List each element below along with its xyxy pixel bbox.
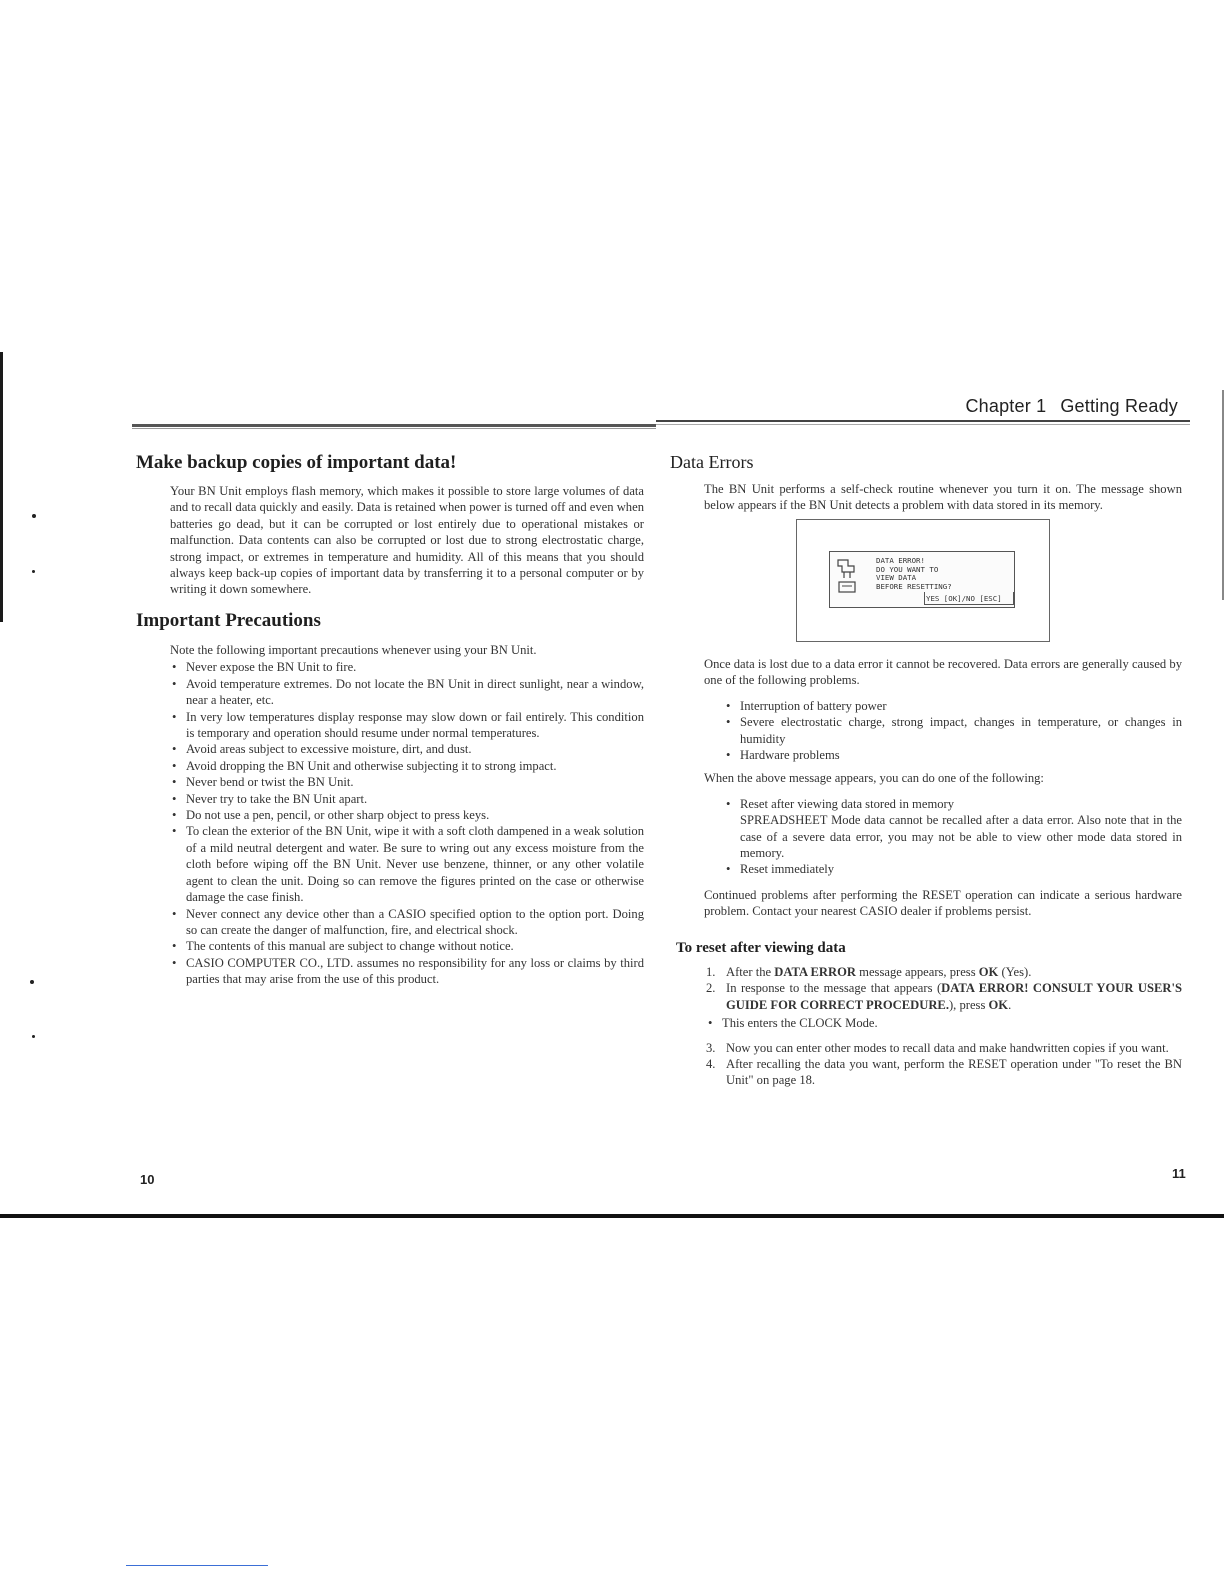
causes-list: [724, 698, 1182, 764]
backup-section: [136, 452, 644, 598]
lcd-line: DATA ERROR!: [876, 556, 925, 565]
list-item: • CASIO COMPUTER CO., LTD. assumes no responsibility for any loss or claims by third parties that may arise from the use of this product.: [170, 955, 644, 988]
header-rule-right-thin: [656, 424, 1190, 425]
list-item: • Interruption of battery power: [724, 698, 1182, 714]
reset-note: [706, 1015, 1182, 1031]
list-item: • Never expose the BN Unit to fire.: [170, 659, 644, 675]
list-item: • Severe electrostatic charge, strong impact, changes in temperature, or changes in humidity: [724, 714, 1182, 747]
reset-steps-continued: [706, 1040, 1182, 1089]
list-item: • Avoid dropping the BN Unit and otherwise subjecting it to strong impact.: [170, 758, 644, 774]
list-item: • Avoid areas subject to excessive moisture, dirt, and dust.: [170, 741, 644, 757]
list-item: [724, 796, 1182, 862]
step-number: 1.: [706, 965, 716, 979]
list-item: • Reset immediately: [724, 861, 1182, 877]
data-errors-heading: Data Errors: [670, 452, 754, 472]
reset-section: [676, 940, 1182, 1089]
data-lost-paragraph: Once data is lost due to a data error it cannot be recovered. Data errors are generally caused by one of the following problems.: [704, 657, 1182, 688]
header-rule-right: [656, 420, 1190, 422]
precautions-section: [136, 610, 644, 988]
header-rule-left: [132, 424, 656, 427]
list-item: • Never bend or twist the BN Unit.: [170, 774, 644, 790]
scan-edge-left: [0, 352, 3, 622]
binding-hole-dot: [30, 980, 34, 984]
step-item: 4. After recalling the data you want, perform the RESET operation under "To reset the BN Unit" on page 18.: [706, 1057, 1182, 1088]
backup-heading: Make backup copies of important data!: [136, 452, 457, 473]
step-number: 3.: [706, 1040, 716, 1055]
lcd-message: [876, 557, 952, 591]
list-item: • Never connect any device other than a CASIO specified option to the option port. Doing so can create the danger of malfunction, fire, and electrical shock.: [170, 906, 644, 939]
data-errors-section: [670, 452, 1182, 514]
lcd-line: DO YOU WANT TO: [876, 564, 939, 574]
ok-key: OK: [988, 997, 1009, 1012]
reset-steps: [706, 964, 1182, 1013]
lcd-yes-no: YES [OK]/NO [ESC]: [926, 594, 1002, 603]
page-number-left: 10: [140, 1172, 155, 1187]
ok-key: OK: [978, 965, 999, 979]
binding-hole-dot: [32, 570, 35, 573]
binding-hole-dot: [32, 514, 36, 518]
section-label: Getting Ready: [1060, 396, 1178, 416]
consult-message: DATA ERROR! CONSULT YOUR USER'S GUIDE FOR CORRECT PROCEDURE.: [726, 981, 1182, 1012]
step-item: 2. In response to the message that appears (DATA ERROR! CONSULT YOUR USER'S GUIDE FOR CORRECT PROCEDURE.), press OK.: [706, 981, 1182, 1012]
step-item: 1. After the DATA ERROR message appears, press OK (Yes).: [706, 965, 1032, 979]
step-item: 3. Now you can enter other modes to recall data and make handwritten copies if you want.: [706, 1040, 1169, 1055]
page-bottom-rule: [0, 1214, 1224, 1218]
data-errors-body: [704, 656, 1182, 920]
backup-body: Your BN Unit employs flash memory, which makes it possible to store large volumes of data and to recall data quickly and easily. Data is retained when power is turned off and even when batteries go dead, but it can be corrupted or lost entirely due to operational mistakes or malfunction. Data contents can also be corrupted or lost due to strong electrostatic charge, strong impact, or extremes in temperature and humidity. All of this means that you should always keep back-up copies of important data by transferring it to a personal computer or by writing it down somewhere.: [170, 484, 644, 597]
running-header: [965, 396, 1178, 417]
list-item: • Never try to take the BN Unit apart.: [170, 791, 644, 807]
step-number: 2.: [706, 981, 716, 996]
list-item: • In very low temperatures display response may slow down or fail entirely. This condition is temporary and operation should resume under normal temperatures.: [170, 709, 644, 742]
list-item: • Avoid temperature extremes. Do not locate the BN Unit in direct sunlight, near a window, near a heater, etc.: [170, 676, 644, 709]
precautions-list: [170, 659, 644, 987]
step-number: 4.: [706, 1057, 716, 1072]
list-item: • To clean the exterior of the BN Unit, wipe it with a soft cloth dampened in a weak solution of a mild neutral detergent and water. Be sure to wring out any excess moisture from the cloth before wiping off the BN Unit. Never use benzene, thinner, or any other volatile agent to clean the unit. Doing so can remove the figures printed on the case or otherwise damage the case finish.: [170, 823, 644, 905]
when-paragraph: When the above message appears, you can do one of the following:: [704, 771, 1044, 786]
page-number-right: 11: [1172, 1166, 1186, 1181]
scan-blue-line: [126, 1565, 268, 1566]
list-item: • The contents of this manual are subject to change without notice.: [170, 938, 644, 954]
header-rule-left-thin: [132, 428, 656, 429]
data-errors-intro: The BN Unit performs a self-check routine whenever you turn it on. The message shown below appears if the BN Unit detects a problem with data stored in its memory.: [704, 482, 1182, 513]
lcd-line: VIEW DATA: [876, 573, 917, 583]
precautions-intro: Note the following important precautions whenever using your BN Unit.: [170, 643, 537, 657]
option-title: • Reset after viewing data stored in memory: [740, 796, 955, 811]
options-list: [724, 796, 1182, 878]
battery-hand-icon: [836, 556, 858, 596]
chapter-label: Chapter 1: [965, 396, 1047, 416]
binding-hole-dot: [32, 1035, 35, 1038]
precautions-heading: Important Precautions: [136, 610, 321, 631]
list-item: • This enters the CLOCK Mode.: [706, 1015, 1182, 1031]
lcd-line: BEFORE RESETTING?: [876, 581, 952, 591]
continued-paragraph: Continued problems after performing the RESET operation can indicate a serious hardware problem. Contact your nearest CASIO dealer if problems persist.: [704, 887, 1182, 919]
data-error-key: DATA ERROR: [774, 965, 857, 979]
list-item: • Do not use a pen, pencil, or other sharp object to press keys.: [170, 807, 644, 823]
list-item: • Hardware problems: [724, 747, 1182, 763]
reset-heading: To reset after viewing data: [676, 940, 846, 956]
option-body: SPREADSHEET Mode data cannot be recalled after a data error. Also note that in the case of a severe data error, you may not be able to view other mode data stored in memory.: [740, 813, 1182, 861]
